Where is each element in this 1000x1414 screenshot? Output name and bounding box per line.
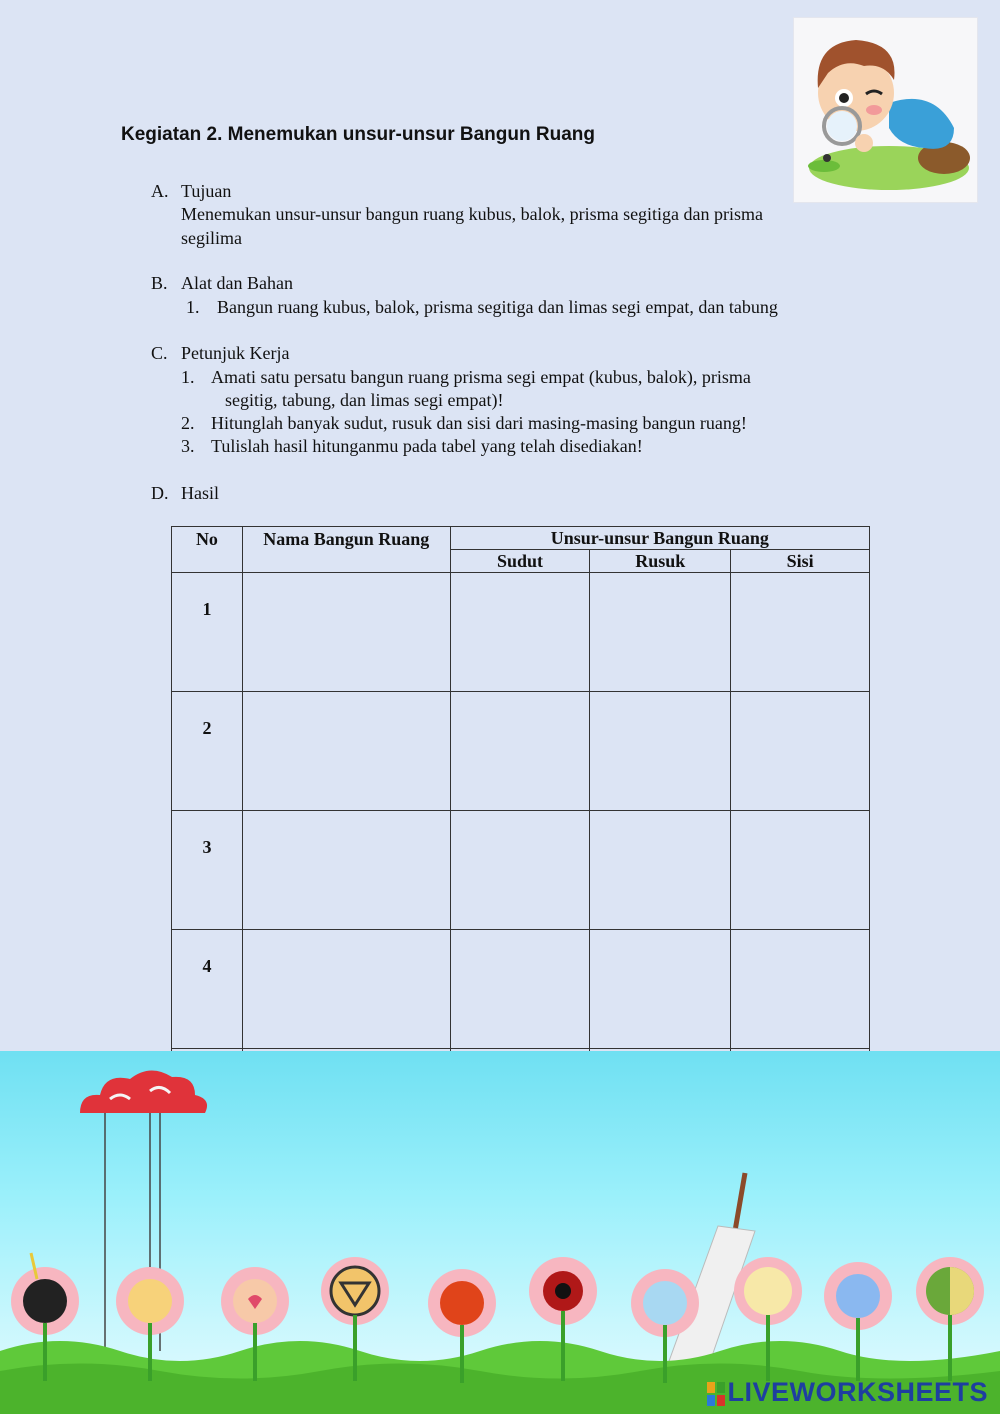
rusuk-cell[interactable] xyxy=(590,811,731,930)
section-a-title: Tujuan xyxy=(181,181,232,201)
section-a-heading xyxy=(151,180,231,203)
sisi-cell[interactable] xyxy=(731,930,870,1049)
section-b-item1-num: 1. xyxy=(186,297,200,317)
sisi-cell[interactable] xyxy=(731,573,870,692)
row-number: 2 xyxy=(172,692,243,811)
step-2-num: 2. xyxy=(181,413,195,433)
rusuk-cell[interactable] xyxy=(590,573,731,692)
sudut-cell[interactable] xyxy=(450,573,590,692)
sudut-cell[interactable] xyxy=(450,811,590,930)
liveworksheets-logo-text: LIVEWORKSHEETS xyxy=(727,1377,988,1407)
section-c-label: C. xyxy=(151,343,168,363)
sudut-cell[interactable] xyxy=(450,930,590,1049)
step-3-line1: Tulislah hasil hitunganmu pada tabel yang telah disediakan! xyxy=(211,436,643,456)
sudut-cell[interactable] xyxy=(450,692,590,811)
section-c-title: Petunjuk Kerja xyxy=(181,343,290,363)
table-row xyxy=(172,692,870,811)
step-3-num: 3. xyxy=(181,436,195,456)
header-no: No xyxy=(172,527,243,573)
header-name: Nama Bangun Ruang xyxy=(242,527,450,573)
liveworksheets-logo[interactable] xyxy=(707,1377,988,1408)
table-row xyxy=(172,573,870,692)
table-row xyxy=(172,930,870,1049)
rusuk-cell[interactable] xyxy=(590,930,731,1049)
header-sudut: Sudut xyxy=(450,550,590,573)
sisi-cell[interactable] xyxy=(731,692,870,811)
row-number: 4 xyxy=(172,930,243,1049)
decorative-footer xyxy=(0,1051,1000,1414)
header-sisi: Sisi xyxy=(731,550,870,573)
section-a-line2: segilima xyxy=(181,228,242,248)
section-d-label: D. xyxy=(151,483,169,503)
section-b-heading xyxy=(151,272,293,295)
section-d-heading xyxy=(151,482,219,505)
sisi-cell[interactable] xyxy=(731,811,870,930)
row-number: 3 xyxy=(172,811,243,930)
liveworksheets-logo-icon xyxy=(707,1382,725,1406)
name-cell[interactable] xyxy=(242,573,450,692)
step-2-line1: Hitunglah banyak sudut, rusuk dan sisi dari masing-masing bangun ruang! xyxy=(211,413,747,433)
name-cell[interactable] xyxy=(242,930,450,1049)
name-cell[interactable] xyxy=(242,692,450,811)
rusuk-cell[interactable] xyxy=(590,692,731,811)
section-d-title: Hasil xyxy=(181,483,219,503)
section-a-label: A. xyxy=(151,181,169,201)
table-row xyxy=(172,811,870,930)
section-b-item1: Bangun ruang kubus, balok, prisma segitiga dan limas segi empat, dan tabung xyxy=(217,297,778,317)
step-1-num: 1. xyxy=(181,367,195,387)
step-1-line2: segitig, tabung, dan limas segi empat)! xyxy=(225,390,504,410)
section-b-title: Alat dan Bahan xyxy=(181,273,293,293)
activity-title: Kegiatan 2. Menemukan unsur-unsur Bangun Ruang xyxy=(121,124,595,145)
row-number: 1 xyxy=(172,573,243,692)
step-1-line1: Amati satu persatu bangun ruang prisma segi empat (kubus, balok), prisma xyxy=(211,367,751,387)
section-b-label: B. xyxy=(151,273,168,293)
boy-magnifier-illustration xyxy=(793,17,978,203)
section-c-heading xyxy=(151,342,289,365)
header-group: Unsur-unsur Bangun Ruang xyxy=(450,527,869,550)
name-cell[interactable] xyxy=(242,811,450,930)
header-rusuk: Rusuk xyxy=(590,550,731,573)
section-a-line1: Menemukan unsur-unsur bangun ruang kubus, balok, prisma segitiga dan prisma xyxy=(181,204,764,224)
flower-garden-illustration xyxy=(0,1051,1000,1414)
